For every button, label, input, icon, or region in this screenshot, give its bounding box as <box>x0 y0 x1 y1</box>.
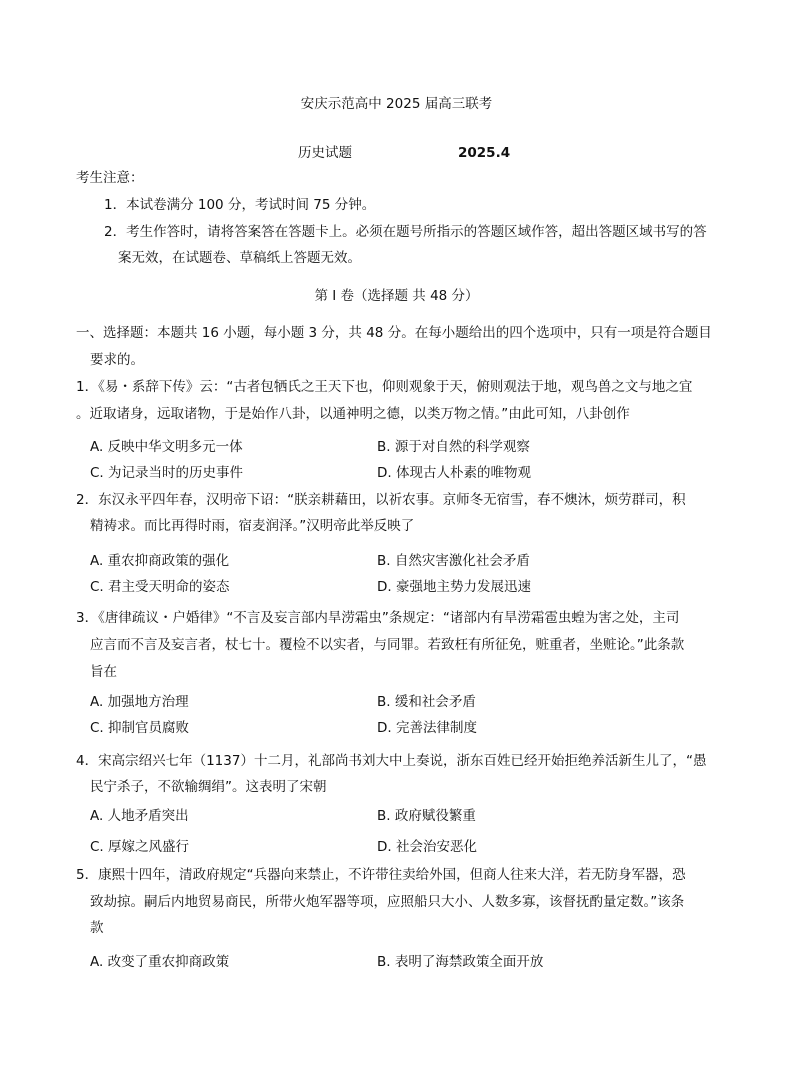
question-5-line-2: 致劫掠。嗣后内地贸易商民，所带火炮军器等项，应照船只大小、人数多寡，该督抚酌量定数。”该条 <box>90 894 685 910</box>
question-2-line-1: 2．东汉永平四年春，汉明帝下诏：“朕亲耕藉田，以祈农事。京师冬无宿雪，春不燠沐，烦劳群司，积 <box>76 492 686 508</box>
question-3-option-a[interactable]: A. 加强地方治理 <box>90 694 189 710</box>
question-5-line-1: 5．康熙十四年，清政府规定“兵器向来禁止，不许带往卖给外国，但商人往来大洋，若无防身军器，恐 <box>76 867 686 883</box>
question-2-option-b[interactable]: B. 自然灾害激化社会矛盾 <box>377 553 530 569</box>
question-3-option-d[interactable]: D. 完善法律制度 <box>377 720 477 736</box>
question-2-line-2: 精祷求。而比再得时雨，宿麦润泽。”汉明帝此举反映了 <box>90 518 415 534</box>
question-4-line-2: 民宁杀子，不欲输绸绢”。这表明了宋朝 <box>90 779 327 795</box>
question-1-line-1: 1．《易・系辞下传》云：“古者包牺氏之王天下也，仰则观象于天，俯则观法于地，观鸟兽之文与地之宜 <box>76 379 693 395</box>
question-4-option-b[interactable]: B. 政府赋役繁重 <box>377 808 476 824</box>
question-2-option-d[interactable]: D. 豪强地主势力发展迅速 <box>377 579 531 595</box>
section-instruction-line-2: 要求的。 <box>90 352 144 368</box>
question-1-option-b[interactable]: B. 源于对自然的科学观察 <box>377 439 530 455</box>
question-5-option-a[interactable]: A. 改变了重农抑商政策 <box>90 954 230 970</box>
notice-item-2-line-2: 案无效，在试题卷、草稿纸上答题无效。 <box>118 250 361 266</box>
question-3-option-c[interactable]: C. 抑制官员腐败 <box>90 720 190 736</box>
question-3-line-1: 3．《唐律疏议・户婚律》“不言及妄言部内旱涝霜虫”条规定：“诸部内有旱涝霜雹虫蝗为害之处，主司 <box>76 610 680 626</box>
question-4-option-a[interactable]: A. 人地矛盾突出 <box>90 808 189 824</box>
question-3-line-3: 旨在 <box>90 664 117 680</box>
question-3-option-b[interactable]: B. 缓和社会矛盾 <box>377 694 476 710</box>
question-1-option-c[interactable]: C. 为记录当时的历史事件 <box>90 465 244 481</box>
section-title: 第 I 卷（选择题 共 48 分） <box>314 288 479 304</box>
notice-item-2-line-1: 2．考生作答时，请将答案答在答题卡上。必须在题号所指示的答题区域作答，超出答题区域书写的答 <box>104 224 707 240</box>
exam-date: 2025.4 <box>458 145 511 161</box>
notice-heading: 考生注意： <box>76 170 144 186</box>
question-2-option-c[interactable]: C. 君主受天明命的姿态 <box>90 579 230 595</box>
subject-label: 历史试题 <box>298 145 352 161</box>
question-1-option-d[interactable]: D. 体现古人朴素的唯物观 <box>377 465 531 481</box>
question-5-option-b[interactable]: B. 表明了海禁政策全面开放 <box>377 954 544 970</box>
question-5-line-3: 款 <box>90 920 104 936</box>
exam-title: 安庆示范高中 2025 届高三联考 <box>300 96 493 112</box>
question-4-line-1: 4．宋高宗绍兴七年（1137）十二月，礼部尚书刘大中上奏说，浙东百姓已经开始拒绝养活新生儿了，“愚 <box>76 753 707 769</box>
question-4-option-c[interactable]: C. 厚嫁之风盛行 <box>90 839 190 855</box>
notice-item-1: 1．本试卷满分 100 分，考试时间 75 分钟。 <box>104 197 376 213</box>
question-2-option-a[interactable]: A. 重农抑商政策的强化 <box>90 553 230 569</box>
question-1-line-2: 。近取诸身，远取诸物，于是始作八卦，以通神明之德，以类万物之情。”由此可知，八卦创作 <box>76 406 630 422</box>
question-4-option-d[interactable]: D. 社会治安恶化 <box>377 839 477 855</box>
question-3-line-2: 应言而不言及妄言者，杖七十。覆检不以实者，与同罪。若致枉有所征免，赃重者，坐赃论。”此条款 <box>90 637 685 653</box>
section-instruction-line-1: 一、选择题：本题共 16 小题，每小题 3 分，共 48 分。在每小题给出的四个选项中，只有一项是符合题目 <box>76 325 712 341</box>
question-1-option-a[interactable]: A. 反映中华文明多元一体 <box>90 439 243 455</box>
